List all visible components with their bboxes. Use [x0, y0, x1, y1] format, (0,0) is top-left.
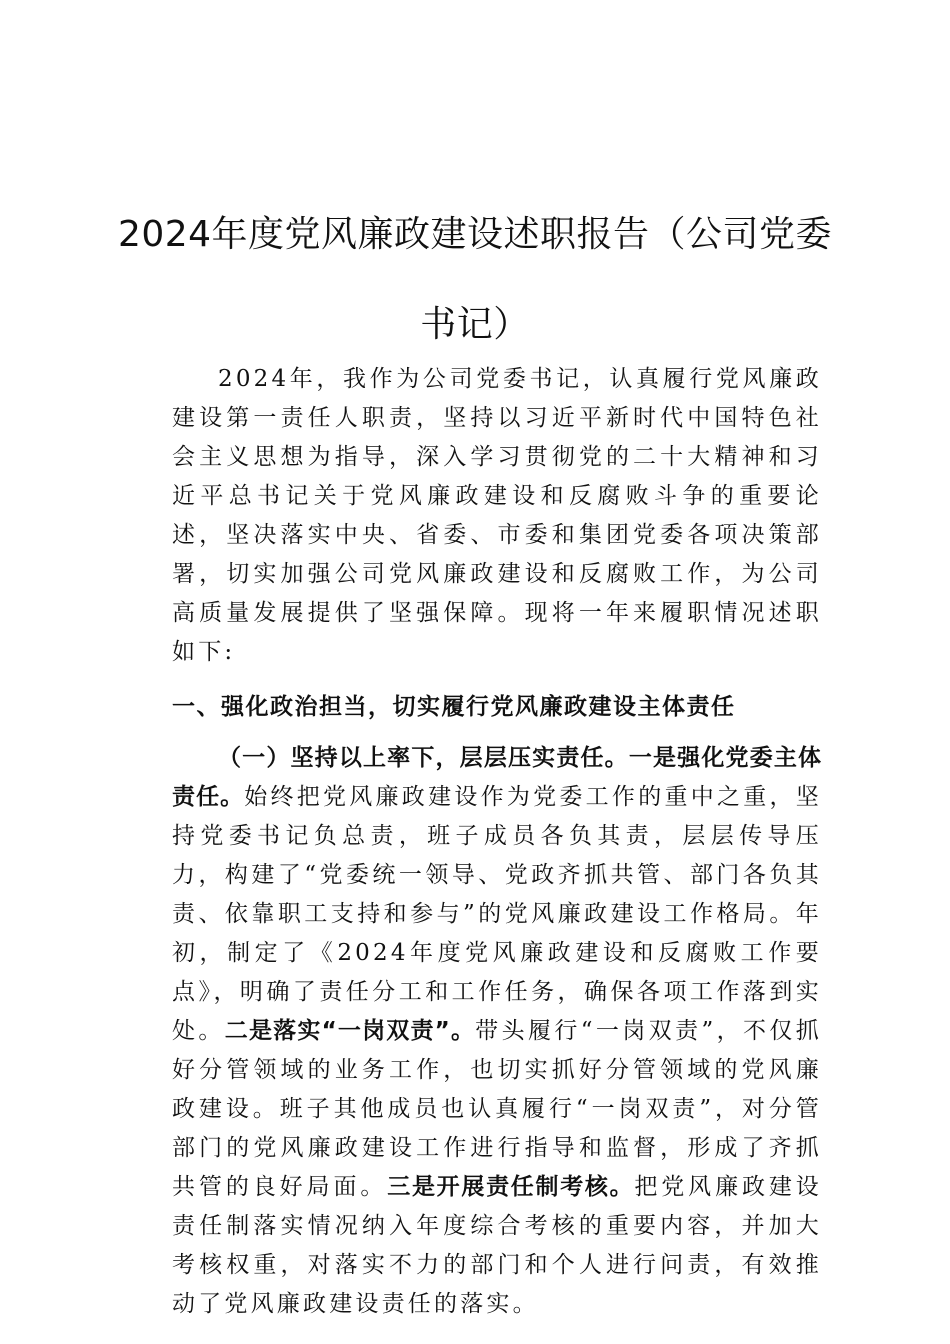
intro-paragraph: 2024年，我作为公司党委书记，认真履行党风廉政建设第一责任人职责，坚持以习近平新时代中国特色社会主义思想为指导，深入学习贯彻党的二十大精神和习近平总书记关于党风廉政建设和反腐败斗争的重要论述，坚决落实中央、省委、市委和集团党委各项决策部署，切实加强公司党风廉政建设和反腐败工作，为公司高质量发展提供了坚强保障。现将一年来履职情况述职如下:: [172, 366, 822, 665]
point-2-label: 二是落实“一岗双责”。: [224, 1018, 476, 1044]
document-body: [172, 360, 822, 1324]
point-1-label: 一是强化党委主体责任。: [172, 745, 823, 810]
point-2-text: 带头履行“一岗双责”，不仅抓好分管领域的业务工作，也切实抓好分管领域的党风廉政建设。班子其他成员也认真履行“一岗双责”，对分管部门的党风廉政建设工作进行指导和监督，形成了齐抓共管的良好局面。: [172, 1018, 823, 1200]
document-title: 2024年度党风廉政建设述职报告（公司党委书记）: [117, 214, 833, 345]
point-3-text: 把党风廉政建设责任制落实情况纳入年度综合考核的重要内容，并加大考核权重，对落实不力的部门和个人进行问责，有效推动了党风廉政建设责任的落实。: [172, 1174, 822, 1317]
subsection-1-paragraph: [172, 739, 822, 1324]
point-3-label: 三是开展责任制考核。: [387, 1174, 635, 1200]
section-1-heading: 一、强化政治担当，切实履行党风廉政建设主体责任: [172, 694, 736, 720]
subsection-1-heading: （一）坚持以上率下，层层压实责任。: [218, 745, 629, 771]
point-1-text: 始终把党风廉政建设作为党委工作的重中之重，坚持党委书记负总责，班子成员各负其责，层层传导压力，构建了“党委统一领导、党政齐抓共管、部门各负其责、依靠职工支持和参与”的党风廉政建设工作格局。年初，制定了《2024年度党风廉政建设和反腐败工作要点》，明确了责任分工和工作任务，确保各项工作落到实处。: [172, 784, 822, 1044]
